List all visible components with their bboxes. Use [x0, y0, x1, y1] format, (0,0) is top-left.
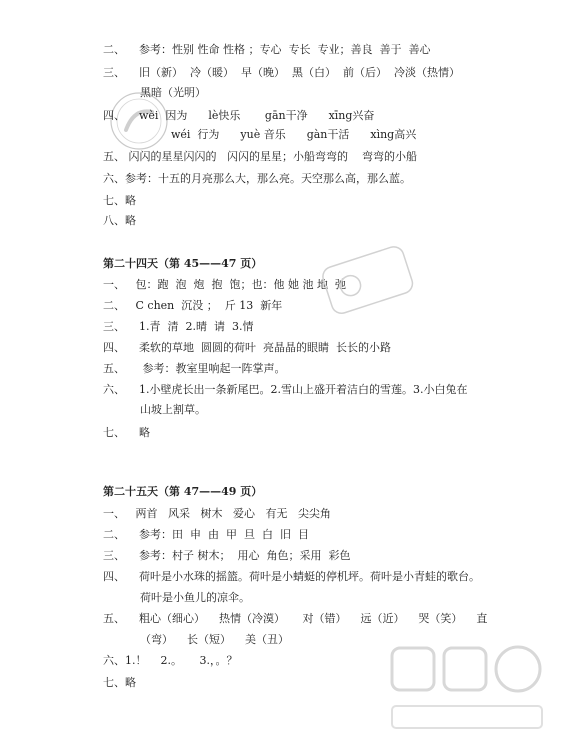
answer-line: 六、参考：十五的月亮那么大，那么亮。天空那么高，那么蓝。 [103, 172, 411, 185]
answer-line: 七、略 [103, 194, 136, 207]
answer-line: 五、 参考：教室里响起一阵掌声。 [103, 362, 286, 375]
answer-line: 七、 略 [103, 426, 150, 439]
answer-line: 七、略 [103, 676, 136, 689]
answer-line: 八、略 [103, 214, 136, 227]
answer-line: 三、 旧（新） 冷（暖） 早（晚） 黑（白） 前（后） 冷淡（热情） [103, 66, 460, 79]
answer-line: 三、 1.青 清 2.晴 请 3.情 [103, 320, 254, 333]
answer-line: 六、 1.小壁虎长出一条新尾巴。2.雪山上盛开着洁白的雪莲。3.小白兔在 [103, 383, 468, 396]
answer-line: 五、 闪闪的星星闪闪的 闪闪的星星；小船弯弯的 弯弯的小船 [103, 150, 417, 163]
answer-line: 黑暗（光明） [140, 86, 206, 99]
answer-line: 一、 包：跑 泡 炮 抱 饱；也：他 她 池 地 弛 [103, 278, 346, 291]
watermark-logo [378, 640, 558, 740]
watermark-stamp [318, 242, 418, 320]
answer-line: 二、 参考：田 申 由 甲 旦 白 旧 目 [103, 528, 309, 541]
answer-line: （弯） 长（短） 美（丑） [140, 633, 289, 646]
answer-line: 一、 两首 风采 树木 爱心 有无 尖尖角 [103, 507, 331, 520]
answer-line: 五、 粗心（细心） 热情（冷漠） 对（错） 远（近） 哭（笑） 直 [103, 612, 488, 625]
answer-line: 四、 荷叶是小水珠的摇篮。荷叶是小蜻蜓的停机坪。荷叶是小青蛙的歌台。 [103, 570, 480, 583]
answer-line: 六、1.！ 2.。 3.，。？ [103, 654, 238, 667]
section-heading: 第二十五天（第 47——49 页） [103, 485, 263, 498]
answer-line: 四、 柔软的草地 圆圆的荷叶 亮晶晶的眼睛 长长的小路 [103, 341, 391, 354]
section-heading: 第二十四天（第 45——47 页） [103, 257, 263, 270]
answer-line: 二、 参考：性别 性命 性格 ；专心 专长 专业；善良 善于 善心 [103, 43, 431, 56]
answer-line: 荷叶是小鱼儿的凉伞。 [140, 591, 250, 604]
answer-line: 三、 参考：村子 树木； 用心 角色；采用 彩色 [103, 549, 351, 562]
answer-line: 山坡上割草。 [140, 403, 206, 416]
answer-line: 二、 C chen 沉没 ； 斤 13 新年 [103, 299, 283, 312]
answer-line: wéi 行为 yuè 音乐 gàn干活 xìng高兴 [171, 128, 417, 141]
answer-line: 四、 wèi 因为 lè快乐 gān干净 xīng兴奋 [103, 109, 375, 122]
